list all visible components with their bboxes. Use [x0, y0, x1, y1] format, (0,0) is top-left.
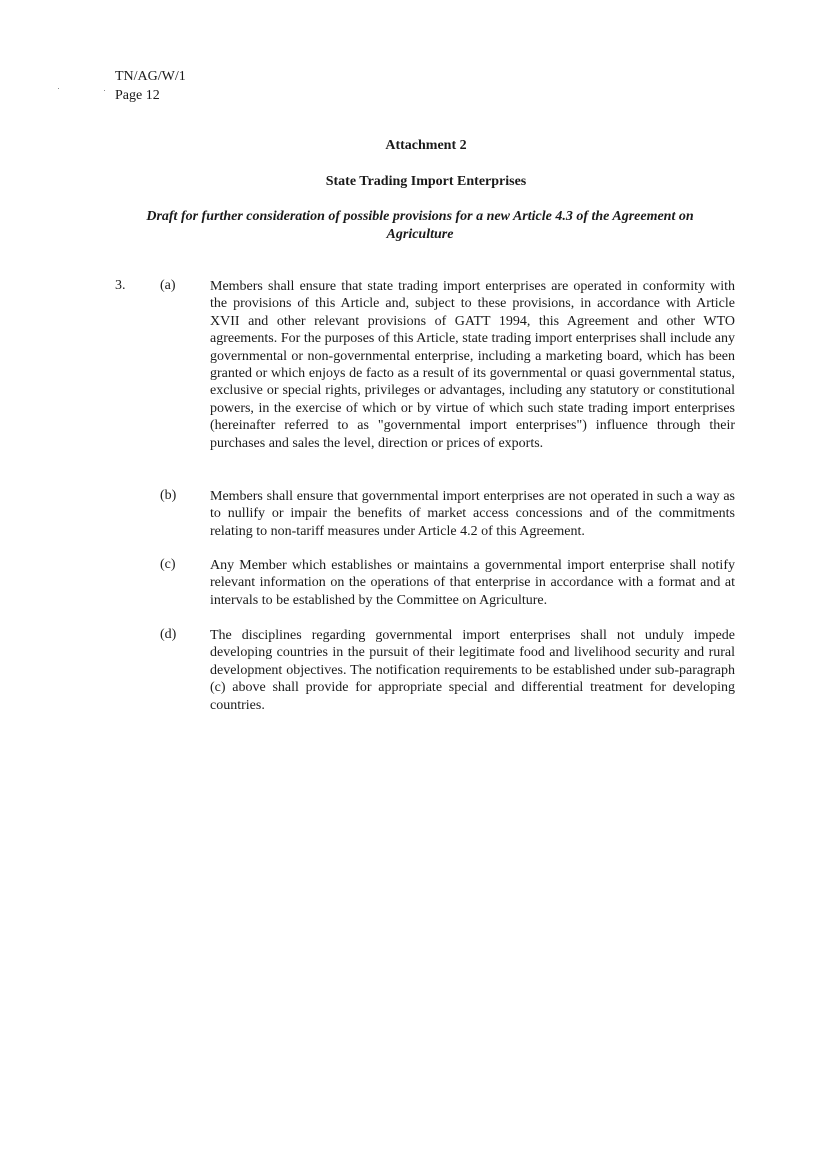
paragraph-text-a: Members shall ensure that state trading import enterprises are operated in conformity with the provisions of this Article and, subject to these provisions, in accordance with Article XVII and other relevant provisions of GATT 1994, this Agreement and other WTO agreements. For the purposes of this Article, state trading import enterprises shall include any governmental or non-governmental enterprise, including a marketing board, which has been granted or which enjoys de facto as a result of its governmental or quasi governmental status, exclusive or special rights, privileges or advantages, including any statutory or constitutional powers, in the exercise of which or by virtue of which such state trading import enterprises (hereinafter referred to as "governmental import enterprises") influence through their purchases and sales the level, direction or prices of exports.	[210, 279, 735, 451]
section-number: 3.	[115, 278, 126, 293]
paragraph-label-c: (c)	[160, 557, 176, 572]
paragraph-text-b: Members shall ensure that governmental import enterprises are not operated in such a way as to nullify or impair the benefits of market access concessions and of the commitments relating to non-tariff measures under Article 4.2 of this Agreement.	[210, 489, 735, 539]
document-symbol: TN/AG/W/1	[115, 69, 186, 84]
paragraph-text-d: The disciplines regarding governmental import enterprises shall not unduly impede developing countries in the pursuit of their legitimate food and livelihood security and rural development objectives. The notification requirements to be established under sub-paragraph (c) above shall provide for appropriate special and differential treatment for developing countries.	[210, 628, 735, 713]
attachment-title: Attachment 2	[385, 138, 467, 153]
paragraph-text-c: Any Member which establishes or maintains a governmental import enterprise shall notify relevant information on the operations of that enterprise in accordance with a format and at intervals to be established by the Committee on Agriculture.	[210, 558, 735, 608]
paragraph-label-d: (d)	[160, 627, 177, 642]
document-header	[115, 67, 186, 105]
scan-speck	[58, 88, 59, 89]
page-number: Page 12	[115, 88, 160, 103]
paragraph-label-a: (a)	[160, 278, 176, 293]
section-subtitle: State Trading Import Enterprises	[325, 174, 527, 189]
paragraph-label-b: (b)	[160, 488, 177, 503]
draft-note: Draft for further consideration of possible provisions for a new Article 4.3 of the Agreement on Agriculture	[146, 209, 694, 242]
scan-speck	[104, 90, 105, 91]
